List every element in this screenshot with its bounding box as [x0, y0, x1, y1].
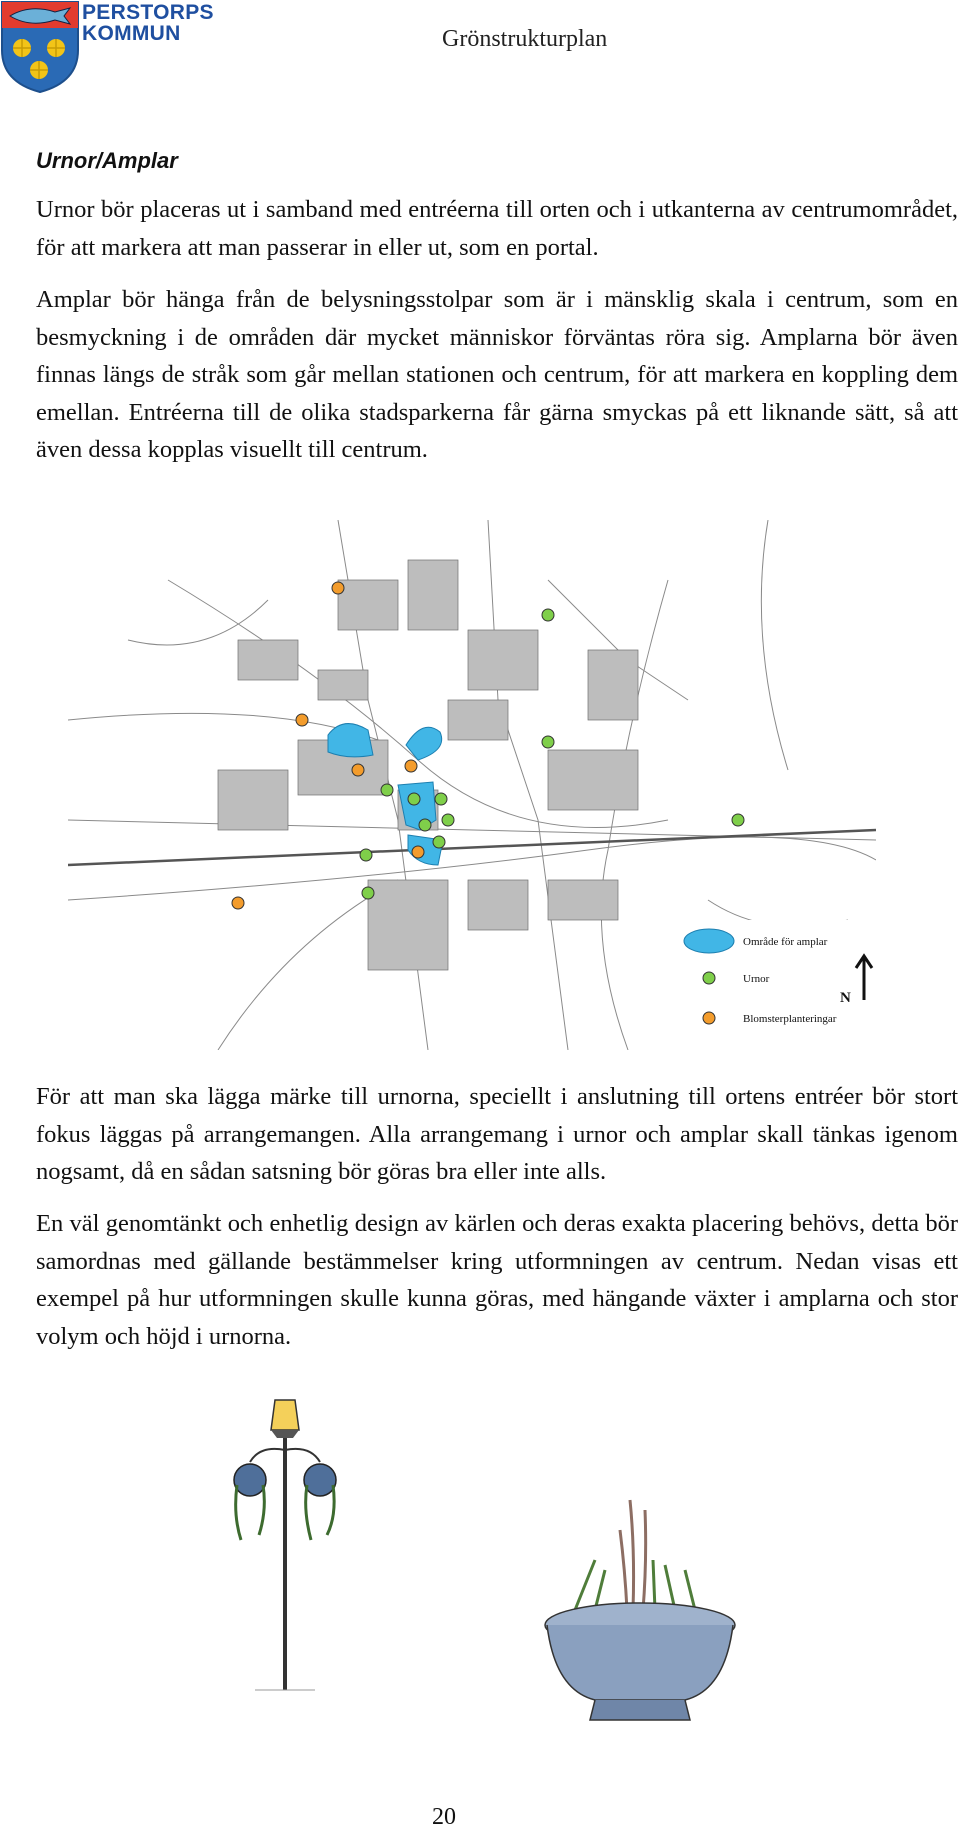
map-legend: [684, 920, 872, 1040]
north-label: N: [840, 990, 851, 1006]
urn-illustration: [535, 1490, 745, 1730]
document-title: Grönstrukturplan: [442, 26, 608, 52]
logo-line-2: KOMMUN: [82, 22, 181, 45]
legend-urn-label: Urnor: [743, 973, 770, 985]
logo-line-1: PERSTORPS: [82, 1, 214, 24]
paragraph-1: Urnor bör placeras ut i samband med entréerna till orten och i utkanterna av centrumområdet, för att markera att man passerar in eller ut, som en portal.: [36, 196, 958, 261]
legend-flower-swatch: [703, 1012, 715, 1024]
legend-flower-label: Blomsterplanteringar: [743, 1013, 837, 1025]
municipality-logo: [0, 0, 214, 100]
coat-of-arms-icon: [0, 0, 80, 95]
logo-text: [82, 2, 214, 44]
section-heading: Urnor/Amplar: [36, 148, 178, 173]
paragraph-3: För att man ska lägga märke till urnorna, speciellt i anslutning till ortens entréer bör stort fokus läggas på arrangemangen. Alla arrangemang i urnor och amplar skall tänkas igenom nogsamt, då en sådan satsning bör göras bra eller inte alls.: [36, 1083, 958, 1185]
paragraph-4: En väl genomtänkt och enhetlig design av kärlen och deras exakta placering behövs, detta bör samordnas med gällande bestämmelser kring utformningen av centrum. Nedan visas ett exempel på hur utformningen skulle kunna göras, med hängande växter i amplarna och stor volym och höjd i urnorna.: [36, 1210, 958, 1350]
legend-area-swatch: [684, 929, 734, 953]
town-map: [68, 520, 876, 1050]
lamp-post-illustration: [215, 1390, 355, 1700]
legend-urn-swatch: [703, 972, 715, 984]
page-number: 20: [432, 1804, 456, 1830]
paragraph-2: Amplar bör hänga från de belysningsstolpar som är i mänsklig skala i centrum, som en besmyckning i de områden där mycket människor förväntas röra sig. Amplarna bör även finnas längs de stråk som går mellan stationen och centrum, för att markera en koppling dem emellan. Entréerna till de olika stadsparkerna får gärna smyckas på ett liknande sätt, så att även dessa kopplas visuellt till centrum.: [36, 286, 958, 463]
legend-area-label: Område för amplar: [743, 936, 828, 948]
